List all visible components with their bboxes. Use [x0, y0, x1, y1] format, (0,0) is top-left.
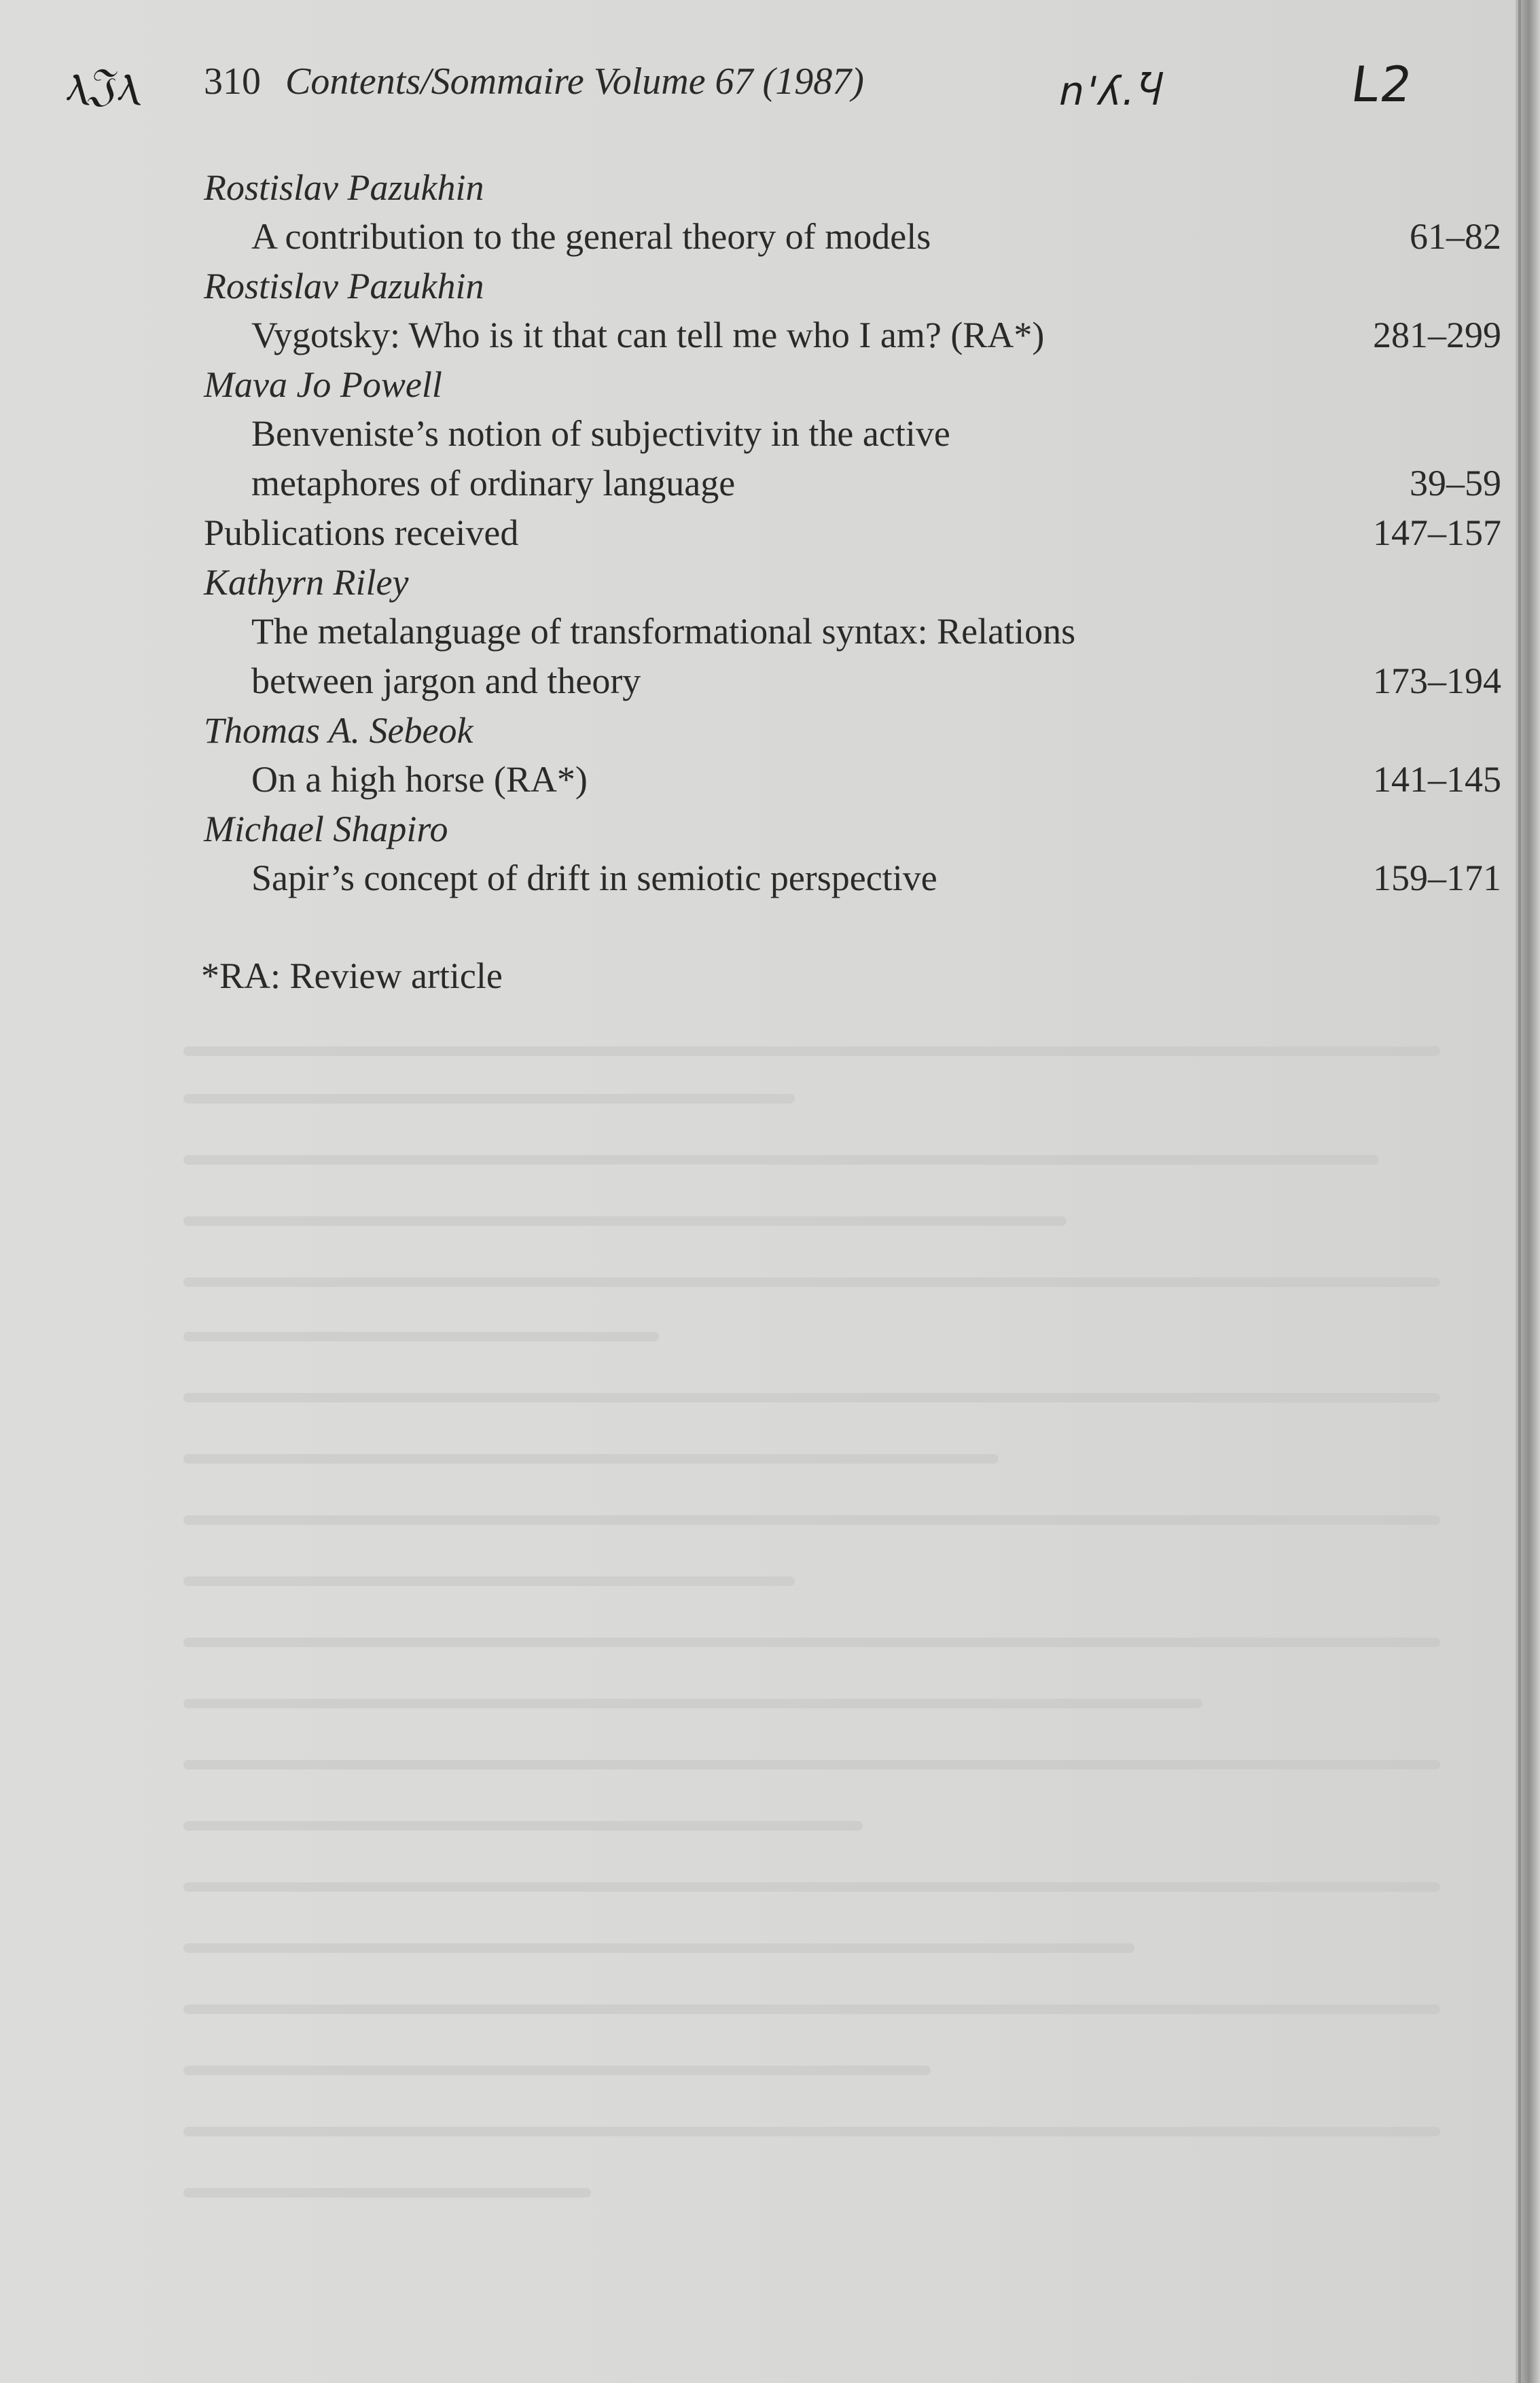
toc-entry	[204, 360, 1501, 508]
entry-author: Rostislav Pazukhin	[204, 167, 484, 208]
entry-title	[204, 311, 1501, 360]
entry-author: Mava Jo Powell	[204, 364, 442, 405]
entry-title	[204, 508, 1501, 558]
page-number: 310	[204, 60, 261, 103]
entry-title	[204, 755, 1501, 805]
entry-title-line: On a high horse (RA*)	[251, 759, 588, 800]
entry-title-line: metaphores of ordinary language	[251, 463, 736, 504]
entry-pages: 147–157	[1373, 512, 1501, 553]
entry-pages: 39–59	[1410, 463, 1501, 504]
toc-entry	[204, 508, 1501, 558]
entry-author: Thomas A. Sebeok	[204, 710, 473, 751]
entry-author: Michael Shapiro	[204, 809, 448, 849]
footnote: *RA: Review article	[201, 955, 503, 996]
toc-entry	[204, 262, 1501, 360]
entry-author: Kathyrn Riley	[204, 562, 409, 603]
running-title: Contents/Sommaire Volume 67 (1987)	[285, 60, 864, 103]
running-header	[204, 60, 864, 103]
entry-title-line: Vygotsky: Who is it that can tell me who I am? (RA*)	[251, 315, 1045, 355]
toc-entry	[204, 163, 1501, 262]
page-edge-line	[1518, 0, 1521, 2383]
entry-pages: 159–171	[1373, 858, 1501, 898]
entry-title	[204, 212, 1501, 262]
entry-title-line: Publications received	[204, 512, 519, 553]
entry-author: Rostislav Pazukhin	[204, 266, 484, 306]
entry-pages: 281–299	[1373, 315, 1501, 355]
entry-pages: 173–194	[1373, 660, 1501, 701]
entry-title	[204, 853, 1501, 903]
entry-title-line: A contribution to the general theory of models	[251, 216, 931, 257]
handwritten-mark-right: L2	[1348, 56, 1417, 113]
toc-entry	[204, 805, 1501, 903]
handwritten-mark-left: ⲗ𝔍ⲗ	[63, 58, 147, 111]
handwritten-mark-middle: ո'ʎ.Ⴏ	[1054, 68, 1168, 114]
entry-title	[204, 409, 1501, 508]
entry-title-line: Sapir’s concept of drift in semiotic perspective	[251, 858, 937, 898]
toc-entry	[204, 558, 1501, 706]
entry-title-line: between jargon and theory	[251, 660, 641, 701]
entry-title	[204, 607, 1501, 706]
entry-title-line: Benveniste’s notion of subjectivity in the active	[251, 413, 950, 454]
toc-entry	[204, 706, 1501, 805]
table-of-contents	[204, 163, 1501, 903]
entry-pages: 61–82	[1410, 216, 1501, 257]
entry-title-line: The metalanguage of transformational syntax: Relations	[251, 611, 1076, 652]
entry-pages: 141–145	[1373, 759, 1501, 800]
